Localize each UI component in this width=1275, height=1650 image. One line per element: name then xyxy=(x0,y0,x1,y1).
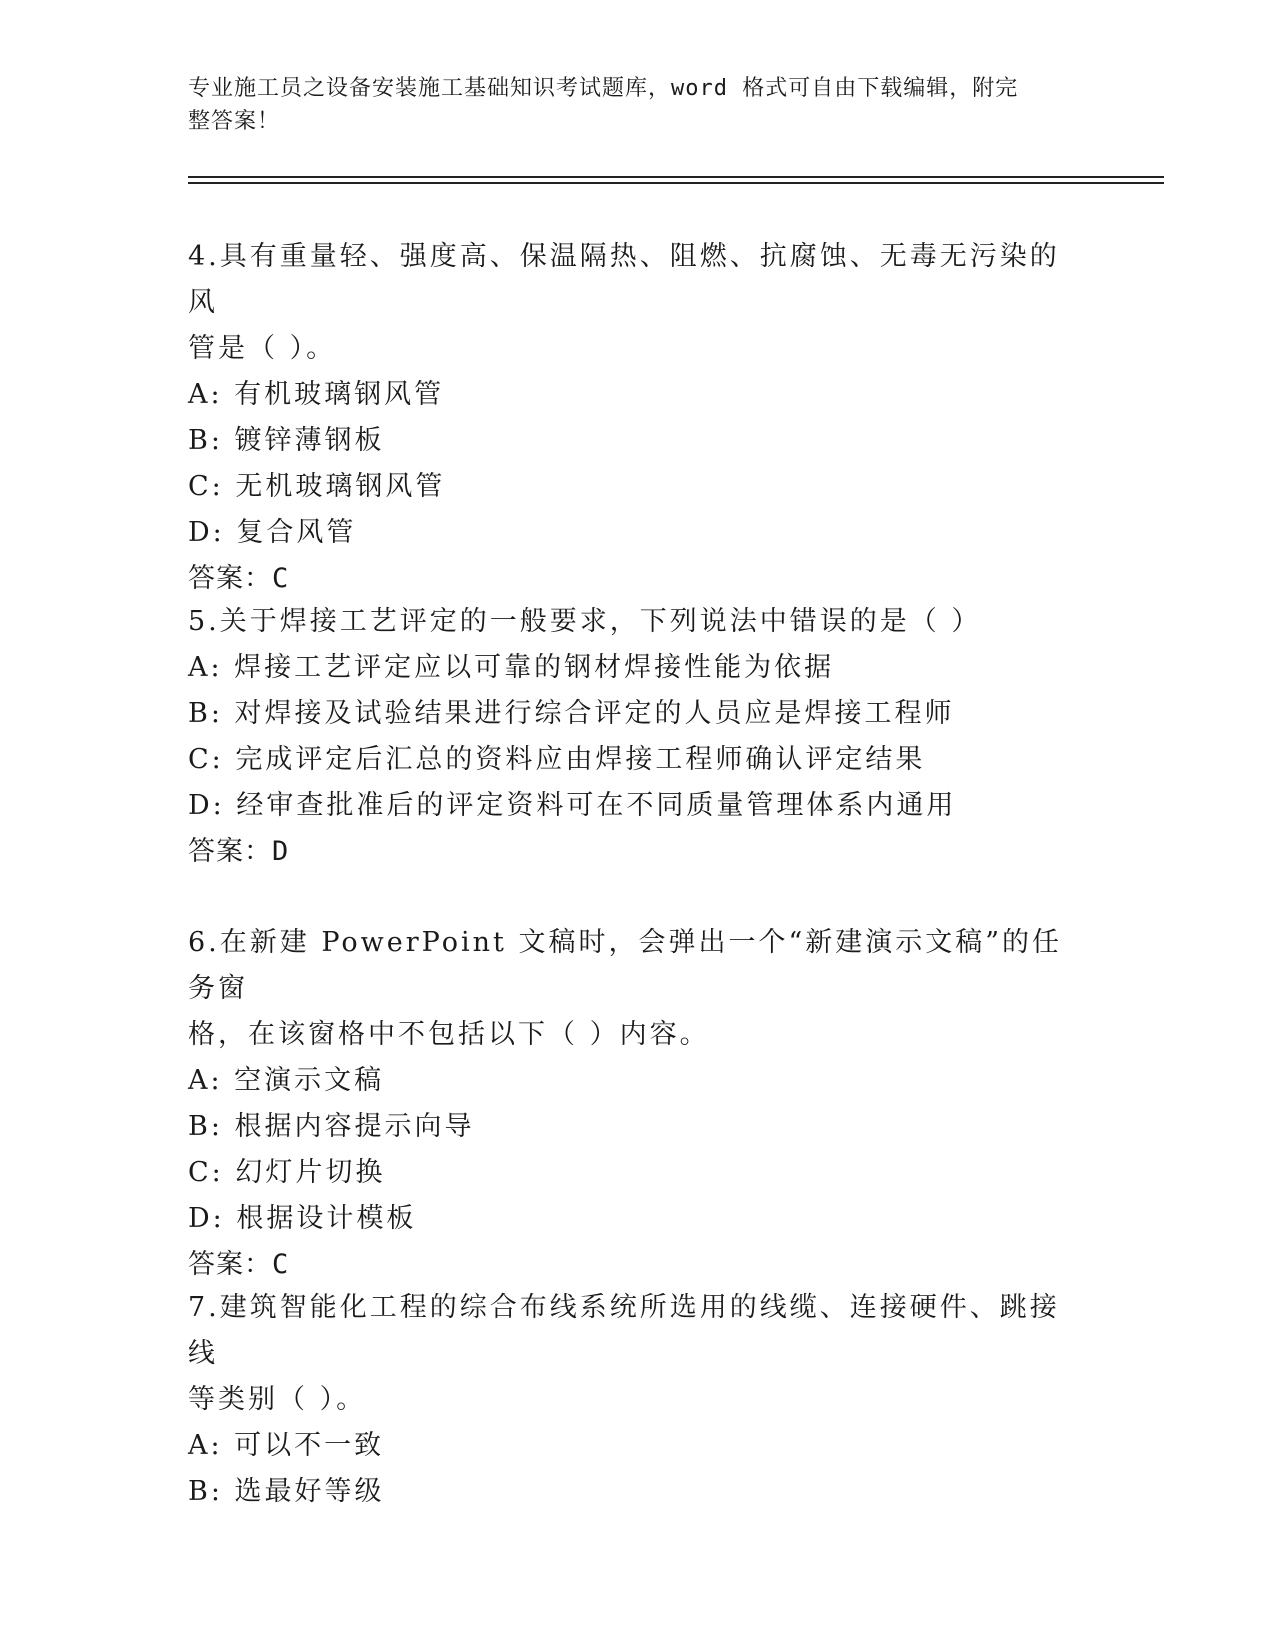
question-stem-line: 5.关于焊接工艺评定的一般要求，下列说法中错误的是（ ） xyxy=(188,606,982,637)
answer-value: C xyxy=(272,563,290,594)
question-5 xyxy=(188,599,1088,875)
answer-line xyxy=(188,829,1088,875)
question-6 xyxy=(188,920,1088,1288)
option-b: B: 对焊接及试验结果进行综合评定的人员应是焊接工程师 xyxy=(188,698,955,729)
question-stem-line: 管是（ ）。 xyxy=(188,333,337,364)
question-stem-line: 4.具有重量轻、强度高、保温隔热、阻燃、抗腐蚀、无毒无污染的风 xyxy=(188,241,1060,318)
answer-line xyxy=(188,1242,1088,1288)
document-header xyxy=(188,72,1068,138)
question-stem-line: 格，在该窗格中不包括以下（ ）内容。 xyxy=(188,1019,710,1050)
option-d: D: 经审查批准后的评定资料可在不同质量管理体系内通用 xyxy=(188,790,957,821)
option-b: B: 根据内容提示向导 xyxy=(188,1111,475,1142)
header-rule-bottom xyxy=(188,182,1164,184)
option-d: D: 根据设计模板 xyxy=(188,1203,417,1234)
question-7 xyxy=(188,1285,1088,1515)
option-b: B: 镀锌薄钢板 xyxy=(188,425,385,456)
option-c: C: 完成评定后汇总的资料应由焊接工程师确认评定结果 xyxy=(188,744,926,775)
answer-label: 答案： xyxy=(188,1249,272,1280)
option-d: D: 复合风管 xyxy=(188,517,357,548)
option-a: A: 焊接工艺评定应以可靠的钢材焊接性能为依据 xyxy=(188,652,835,683)
question-stem-line: 7.建筑智能化工程的综合布线系统所选用的线缆、连接硬件、跳接线 xyxy=(188,1292,1060,1369)
option-c: C: 无机玻璃钢风管 xyxy=(188,471,446,502)
header-line-1: 专业施工员之设备安装施工基础知识考试题库，word 格式可自由下载编辑，附完 xyxy=(188,76,1019,101)
answer-line xyxy=(188,556,1088,602)
option-a: A: 可以不一致 xyxy=(188,1430,385,1461)
header-rule-top xyxy=(188,176,1164,178)
option-b: B: 选最好等级 xyxy=(188,1476,385,1507)
question-stem-line: 等类别（ ）。 xyxy=(188,1384,367,1415)
answer-value: D xyxy=(272,836,290,867)
answer-label: 答案： xyxy=(188,563,272,594)
header-line-2: 整答案！ xyxy=(188,109,281,134)
answer-value: C xyxy=(272,1249,290,1280)
option-c: C: 幻灯片切换 xyxy=(188,1157,386,1188)
question-stem-line: 6.在新建 PowerPoint 文稿时，会弹出一个“新建演示文稿”的任务窗 xyxy=(188,927,1063,1004)
option-a: A: 有机玻璃钢风管 xyxy=(188,379,445,410)
answer-label: 答案： xyxy=(188,836,272,867)
question-4 xyxy=(188,234,1088,602)
option-a: A: 空演示文稿 xyxy=(188,1065,385,1096)
